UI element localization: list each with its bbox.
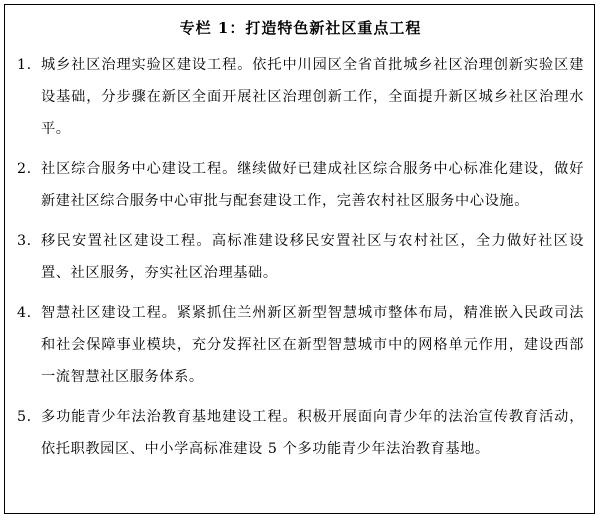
feature-box: [4, 4, 595, 514]
list-item: [17, 225, 584, 289]
list-item: [17, 153, 584, 217]
item-text: 智慧社区建设工程。紧紧抓住兰州新区新型智慧城市整体布局，精准嵌入民政司法和社会保障事业模块，充分发挥社区在新型智慧城市中的网格单元作用，建设西部一流智慧社区服务体系。: [41, 305, 584, 385]
item-text: 多功能青少年法治教育基地建设工程。积极开展面向青少年的法治宣传教育活动，依托职教园区、中小学高标准建设 5 个多功能青少年法治教育基地。: [41, 409, 584, 457]
item-number: 4.: [17, 305, 32, 321]
item-number: 2.: [17, 161, 32, 177]
box-title: 专栏 1：打造特色新社区重点工程: [179, 19, 422, 37]
item-text: 城乡社区治理实验区建设工程。依托中川园区全省首批城乡社区治理创新实验区建设基础，分步骤在新区全面开展社区治理创新工作，全面提升新区城乡社区治理水平。: [41, 57, 584, 137]
item-number: 3.: [17, 233, 32, 249]
list-item: [17, 49, 584, 145]
item-text: 移民安置社区建设工程。高标准建设移民安置社区与农村社区，全力做好社区设置、社区服务，夯实社区治理基础。: [41, 233, 584, 281]
list-item: [17, 297, 584, 393]
item-text: 社区综合服务中心建设工程。继续做好已建成社区综合服务中心标准化建设，做好新建社区综合服务中心审批与配套建设工作，完善农村社区服务中心设施。: [41, 161, 584, 209]
list-item: [17, 401, 584, 465]
item-number: 1.: [17, 57, 32, 73]
item-number: 5.: [17, 409, 32, 425]
